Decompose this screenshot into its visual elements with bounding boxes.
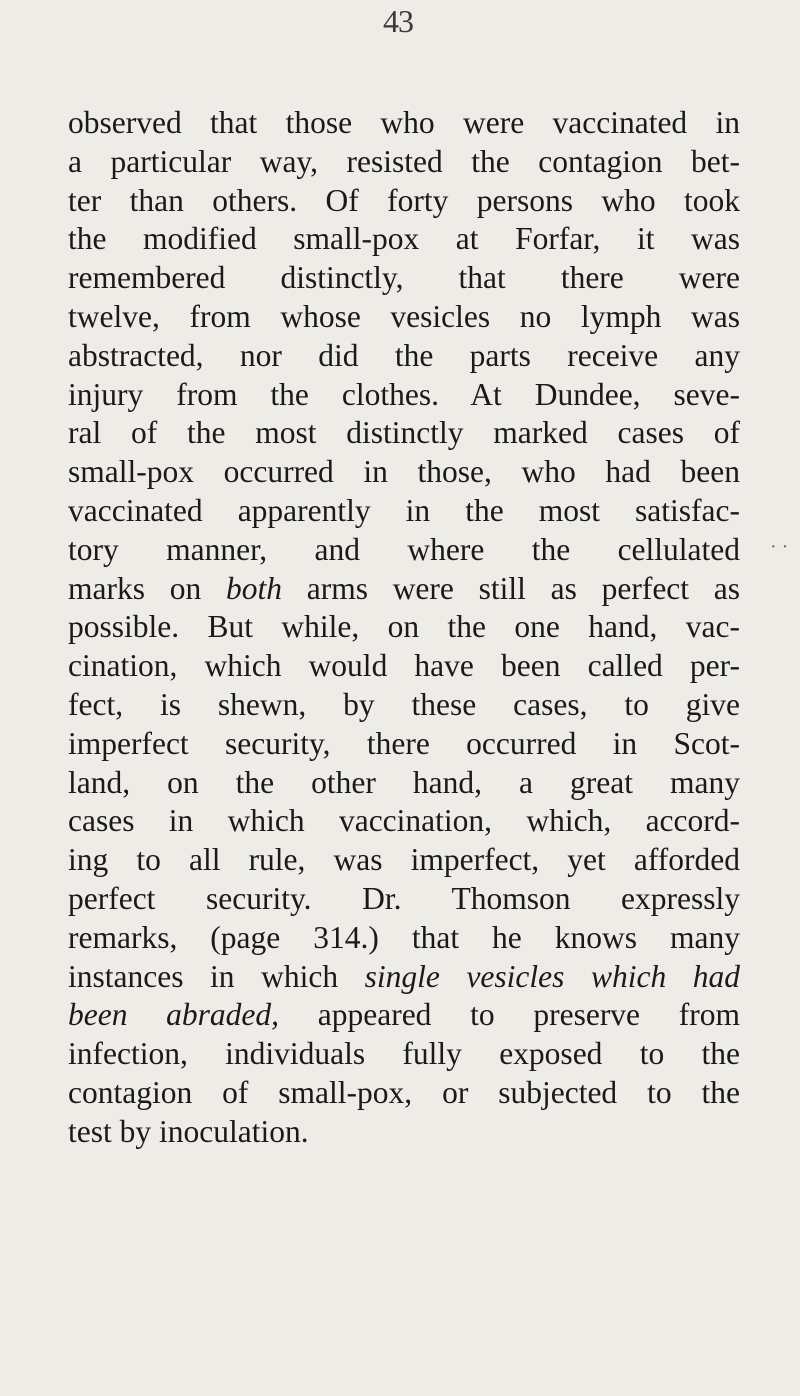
text-run: fect, is shewn, by these cases, to give: [68, 686, 740, 722]
text-run: land, on the other hand, a great many: [68, 764, 740, 800]
text-line: [68, 841, 740, 880]
text-line: [68, 376, 740, 415]
text-run: ral of the most distinctly marked cases of: [68, 415, 740, 451]
text-line: [68, 492, 740, 531]
text-line: [68, 220, 740, 259]
text-line: [68, 996, 740, 1035]
text-line: [68, 337, 740, 376]
text-run: imperfect security, there occurred in Scot-: [68, 725, 740, 761]
text-run: cination, which would have been called per-: [68, 648, 740, 684]
text-run: twelve, from whose vesicles no lymph was: [68, 298, 740, 334]
page-number: 43: [383, 3, 413, 39]
text-line: [68, 1035, 740, 1074]
body-text: [68, 104, 740, 1152]
text-line: [68, 802, 740, 841]
text-line: [68, 880, 740, 919]
text-run: arms were still as perfect as: [281, 570, 740, 606]
text-run: marks on: [68, 570, 226, 606]
text-run: injury from the clothes. At Dundee, seve-: [68, 376, 740, 412]
text-run: the modified small-pox at Forfar, it was: [68, 221, 740, 257]
italic-text: been abraded,: [68, 997, 280, 1033]
text-run: small-pox occurred in those, who had been: [68, 454, 740, 490]
text-line: [68, 608, 740, 647]
text-line: [68, 764, 740, 803]
text-run: a particular way, resisted the contagion bet-: [68, 143, 740, 179]
italic-text: both: [225, 570, 282, 606]
text-line: [68, 259, 740, 298]
italic-text: single vesicles which had: [364, 958, 740, 994]
text-run: remembered distinctly, that there were: [68, 260, 740, 296]
text-run: remarks, (page 314.) that he knows many: [68, 919, 740, 955]
text-line: [68, 1113, 740, 1152]
text-run: observed that those who were vaccinated in: [68, 105, 740, 140]
text-run: vaccinated apparently in the most satisfac-: [68, 492, 740, 528]
text-line: [68, 298, 740, 337]
text-line: [68, 686, 740, 725]
text-run: infection, individuals fully exposed to the: [68, 1036, 740, 1072]
text-line: [68, 1074, 740, 1113]
text-line: [68, 647, 740, 686]
text-run: instances in which: [68, 958, 365, 994]
text-run: tory manner, and where the cellulated: [68, 531, 740, 567]
margin-marks: · ·: [770, 536, 789, 558]
text-line: [68, 570, 740, 609]
text-line: [68, 725, 740, 764]
text-run: cases in which vaccination, which, accord-: [68, 803, 740, 839]
text-run: ing to all rule, was imperfect, yet afforded: [68, 842, 740, 878]
text-run: possible. But while, on the one hand, vac-: [68, 609, 740, 645]
text-run: abstracted, nor did the parts receive any: [68, 337, 740, 373]
text-line: [68, 531, 740, 570]
text-line: [68, 958, 740, 997]
text-line: [68, 143, 740, 182]
text-run: contagion of small-pox, or subjected to the: [68, 1074, 740, 1110]
text-line: [68, 453, 740, 492]
text-line: [68, 104, 740, 143]
text-run: perfect security. Dr. Thomson expressly: [68, 880, 740, 916]
text-run: appeared to preserve from: [279, 997, 740, 1033]
text-run: test by inoculation.: [68, 1113, 309, 1149]
text-run: ter than others. Of forty persons who took: [68, 182, 740, 218]
text-line: [68, 182, 740, 221]
text-line: [68, 919, 740, 958]
text-line: [68, 414, 740, 453]
